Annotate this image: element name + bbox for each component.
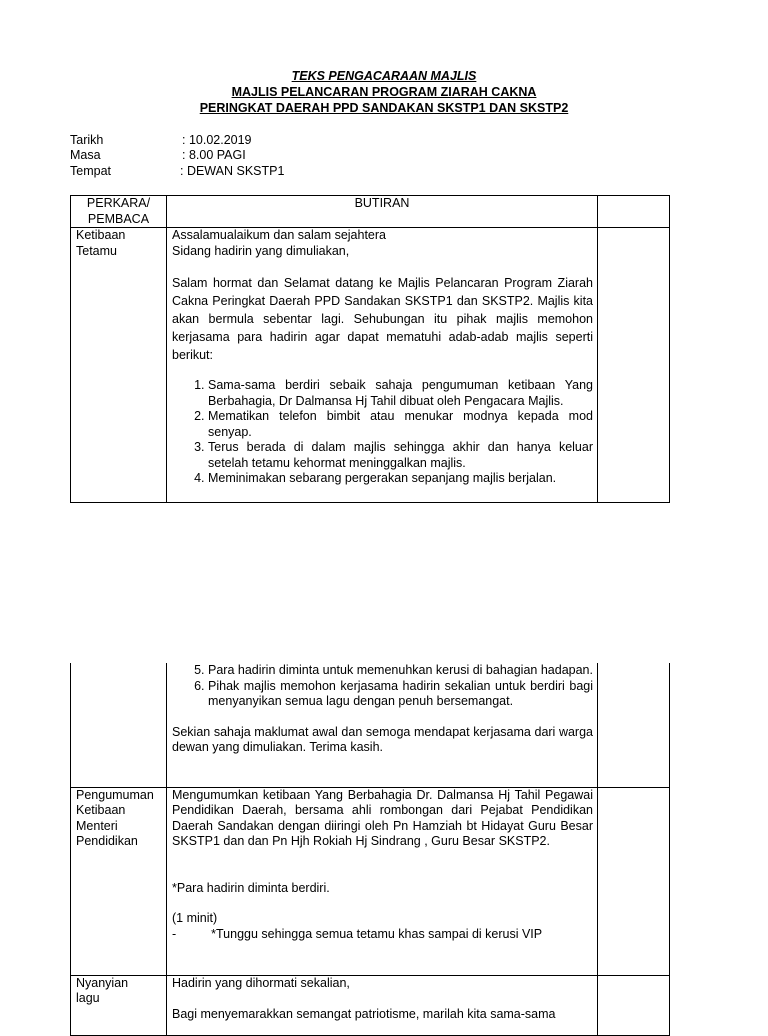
closing-paragraph: Sekian sahaja maklumat awal dan semoga mendapat kerjasama dari warga dewan yang dimuliakan. Terima kasih. — [172, 724, 593, 754]
table-row-pengumuman — [71, 787, 670, 975]
pengumuman-label-cell — [71, 787, 167, 975]
tempat-label: Tempat — [70, 164, 111, 178]
welcome-paragraph: Salam hormat dan Selamat datang ke Majlis Pelancaran Program Ziarah Cakna Peringkat Daerah PPD Sandakan SKSTP1 dan SKSTP2. Majlis kita akan bermula sebentar lagi. Sehubungan itu pihak majlis memohon kerjasama para hadirin agar dapat mematuhi adab-adab majlis seperti berikut: — [172, 276, 593, 362]
table-row-ketibaan — [71, 228, 670, 503]
wait-note — [172, 927, 593, 943]
ketibaan-empty-cell — [598, 228, 670, 503]
pengumuman-paragraph: Mengumumkan ketibaan Yang Berbahagia Dr. Dalmansa Hj Tahil Pegawai Pendidikan Daerah, bersama ahli rombongan dari Pejabat Pendidikan Daerah Sandakan dengan diiringi oleh Pn Hamziah bt Hidayat Guru Besar SKSTP1 dan dan Pn Hjh Rokiah Hj Sindrang , Guru Besar SKSTP2. — [172, 787, 593, 848]
continued-content-cell — [167, 663, 598, 787]
list-item: 4. Meminimakan sebarang pergerakan sepanjang majlis berjalan. — [208, 471, 593, 487]
pengumuman-label-line3: Menteri — [76, 818, 118, 833]
nyanyian-empty-cell — [598, 975, 670, 1035]
list-item: 6. Pihak majlis memohon kerjasama hadirin sekalian untuk berdiri bagi menyanyikan semua lagu dengan penuh bersemangat. — [208, 679, 593, 710]
header-butiran-cell — [167, 196, 598, 228]
greeting-line-2: Sidang hadirin yang dimuliakan, — [172, 243, 350, 258]
pengumuman-content-cell — [167, 787, 598, 975]
pengumuman-label-line4: Pendidikan — [76, 834, 138, 848]
stand-note: *Para hadirin diminta berdiri. — [172, 880, 330, 895]
list-item: 2. Mematikan telefon bimbit atau menukar modnya kepada mod senyap. — [208, 409, 593, 440]
header-empty-cell — [598, 196, 670, 228]
nyanyian-content-cell — [167, 975, 598, 1035]
table-row-continued — [71, 663, 670, 787]
header-perkara-line2: PEMBACA — [87, 211, 150, 226]
pengumuman-label-line2: Ketibaan — [76, 803, 126, 817]
tempat-value: : DEWAN SKSTP1 — [180, 164, 285, 178]
masa-label: Masa — [70, 148, 101, 162]
header-perkara-line1: PERKARA/ — [86, 196, 151, 210]
document-title: TEKS PENGACARAAN MAJLIS — [291, 69, 477, 83]
greeting-line-1: Assalamualaikum dan salam sejahtera — [172, 228, 386, 242]
header-perkara-cell — [71, 196, 167, 228]
ketibaan-content-cell — [167, 228, 598, 503]
list-item: 1. Sama-sama berdiri sebaik sahaja pengumuman ketibaan Yang Berbahagia, Dr Dalmansa Hj Tahil dibuat oleh Pengacara Majlis. — [208, 378, 593, 409]
nyanyian-line-1: Hadirin yang dihormati sekalian, — [172, 975, 350, 990]
masa-value: : 8.00 PAGI — [182, 148, 246, 162]
document-subtitle-1: MAJLIS PELANCARAN PROGRAM ZIARAH CAKNA — [231, 85, 537, 99]
dash-marker: - — [172, 926, 177, 941]
tarikh-value: : 10.02.2019 — [182, 133, 252, 147]
continued-label-cell — [71, 663, 167, 787]
list-item: 5. Para hadirin diminta untuk memenuhkan kerusi di bahagian hadapan. — [208, 663, 593, 679]
adab-list — [172, 378, 593, 487]
pengumuman-label-line1: Pengumuman — [76, 787, 154, 802]
pengumuman-empty-cell — [598, 787, 670, 975]
nyanyian-label-cell — [71, 975, 167, 1035]
program-table-part-1 — [70, 195, 670, 503]
ketibaan-label-cell — [71, 228, 167, 503]
ketibaan-label-line2: Tetamu — [76, 243, 117, 258]
table-row-nyanyian — [71, 975, 670, 1035]
nyanyian-label-line2: lagu — [76, 991, 100, 1005]
continued-empty-cell — [598, 663, 670, 787]
program-table-part-2 — [70, 663, 670, 1036]
nyanyian-label-line1: Nyanyian — [76, 975, 129, 990]
header-butiran: BUTIRAN — [354, 196, 410, 210]
document-subtitle-2: PERINGKAT DAERAH PPD SANDAKAN SKSTP1 DAN SKSTP2 — [199, 101, 569, 115]
tarikh-label: Tarikh — [70, 133, 104, 147]
adab-list-continued — [172, 663, 593, 710]
wait-note-text: *Tunggu sehingga semua tetamu khas sampai di kerusi VIP — [211, 926, 543, 941]
table-header-row — [71, 196, 670, 228]
list-item: 3. Terus berada di dalam majlis sehingga akhir dan hanya keluar setelah tetamu kehormat meninggalkan majlis. — [208, 440, 593, 471]
duration-note: (1 minit) — [172, 911, 218, 925]
ketibaan-label-line1: Ketibaan — [76, 228, 126, 242]
nyanyian-line-2: Bagi menyemarakkan semangat patriotisme, marilah kita sama-sama — [172, 1007, 556, 1021]
